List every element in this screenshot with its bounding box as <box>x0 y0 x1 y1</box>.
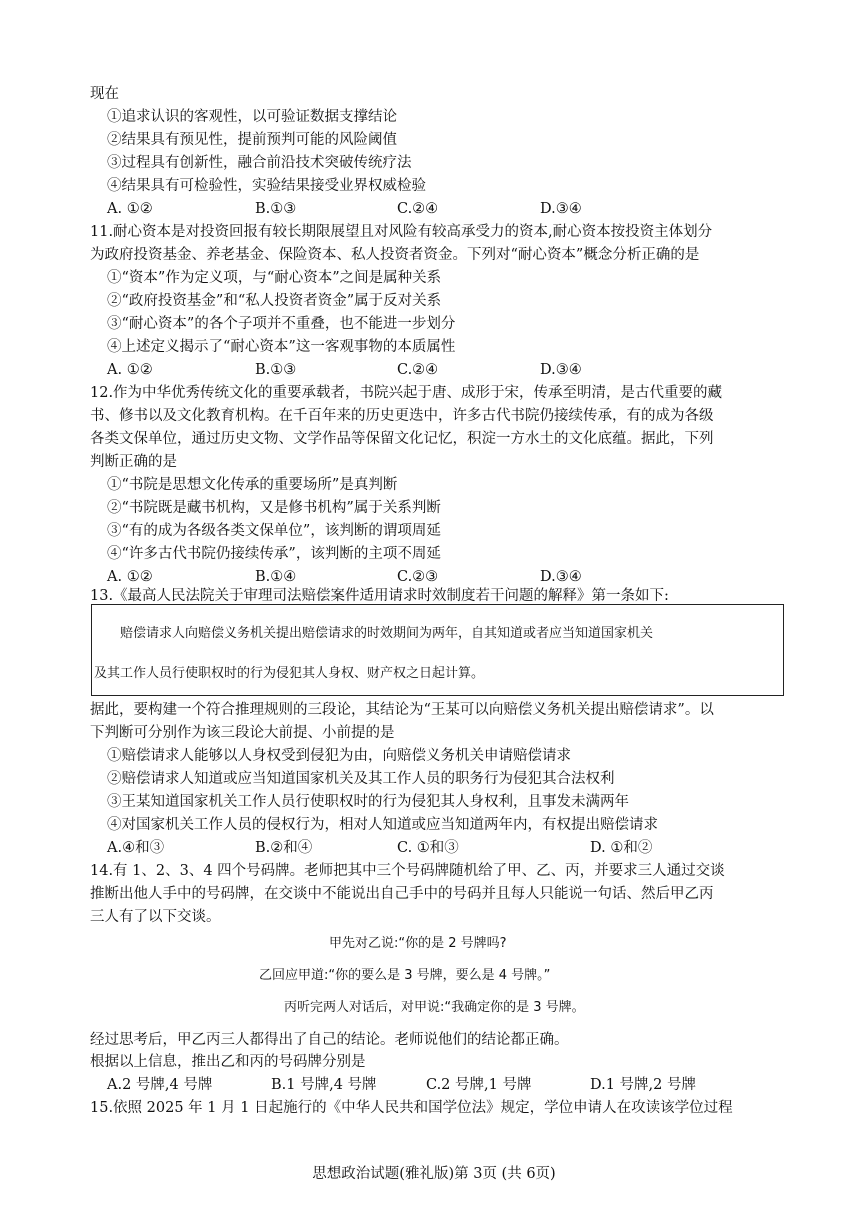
option-d: D.③④ <box>540 569 582 585</box>
option-a: A. ①② <box>107 569 153 585</box>
dialog-line-jia: 甲先对乙说:“你的是 2 号牌吗? <box>329 936 507 951</box>
quote-line: 及其工作人员行使职权时的行为侵犯其人身权、财产权之日起计算。 <box>94 666 485 681</box>
option-d: D.③④ <box>540 362 582 378</box>
option-b: B.①③ <box>255 201 297 217</box>
q14-after: 根据以上信息，推出乙和丙的号码牌分别是 <box>90 1054 366 1070</box>
law-quote-box <box>91 604 784 696</box>
q10-item: ①追求认识的客观性，以可验证数据支撑结论 <box>107 109 397 125</box>
option-d: D.③④ <box>540 201 582 217</box>
q12-stem: 书、修书以及文化教育机构。在千百年来的历史更迭中，许多古代书院仍接续传承，有的成为各级 <box>90 408 714 424</box>
q13-follow: 下判断可分别作为该三段论大前提、小前提的是 <box>90 725 395 741</box>
q11-item: ②“政府投资基金”和“私人投资者资金”属于反对关系 <box>107 293 442 309</box>
option-c: C.②③ <box>397 569 439 585</box>
q13-item: ④对国家机关工作人员的侵权行为，相对人知道或应当知道两年内，有权提出赔偿请求 <box>107 817 658 833</box>
q14-stem: 推断出他人手中的号码牌，在交谈中不能说出自己手中的号码并且每人只能说一句话、然后甲乙丙 <box>90 886 714 902</box>
dialog-line-yi: 乙回应甲道:“你的要么是 3 号牌，要么是 4 号牌。” <box>259 968 551 983</box>
option-b: B.1 号牌,4 号牌 <box>271 1077 377 1093</box>
option-b: B.②和④ <box>255 840 313 856</box>
q12-stem: 12.作为中华优秀传统文化的重要承载者，书院兴起于唐、成形于宋，传承至明清，是古代重要的藏 <box>90 385 723 401</box>
q13-item: ③王某知道国家机关工作人员行使职权时的行为侵犯其人身权利，且事发未满两年 <box>107 794 629 810</box>
q11-stem: 11.耐心资本是对投资回报有较长期限展望且对风险有较高承受力的资本,耐心资本按投资主体划分 <box>90 224 713 240</box>
option-d: D. ①和② <box>590 840 653 856</box>
q10-item: ②结果具有预见性，提前预判可能的风险阈值 <box>107 132 397 148</box>
option-a: A. ①② <box>107 201 153 217</box>
q10-options <box>107 199 807 219</box>
q13-options <box>107 838 807 858</box>
page-footer: 思想政治试题(雅礼版)第 3页 (共 6页) <box>312 1166 556 1182</box>
option-c: C.2 号牌,1 号牌 <box>426 1077 532 1093</box>
option-d: D.1 号牌,2 号牌 <box>590 1077 696 1093</box>
q14-stem: 三人有了以下交谈。 <box>90 909 221 925</box>
q11-stem: 为政府投资基金、养老基金、保险资本、私人投资者资金。下列对“耐心资本”概念分析正确的是 <box>90 247 700 263</box>
q10-item: ③过程具有创新性，融合前沿技术突破传统疗法 <box>107 155 412 171</box>
q11-item: ④上述定义揭示了“耐心资本”这一客观事物的本质属性 <box>107 339 456 355</box>
q14-stem: 14.有 1、2、3、4 四个号码牌。老师把其中三个号码牌随机给了甲、乙、丙，并要求三人通过交谈 <box>90 863 725 879</box>
option-a: A. ①② <box>107 362 153 378</box>
q12-item: ①“书院是思想文化传承的重要场所”是真判断 <box>107 477 398 493</box>
q12-item: ④“许多古代书院仍接续传承”，该判断的主项不周延 <box>107 546 441 562</box>
q13-item: ②赔偿请求人知道或应当知道国家机关及其工作人员的职务行为侵犯其合法权利 <box>107 771 615 787</box>
q15-stem: 15.依照 2025 年 1 月 1 日起施行的《中华人民共和国学位法》规定，学位申请人在攻读该学位过程 <box>90 1100 733 1116</box>
q13-follow: 据此，要构建一个符合推理规则的三段论，其结论为“王某可以向赔偿义务机关提出赔偿请求”。以 <box>90 702 714 718</box>
option-b: B.①③ <box>255 362 297 378</box>
option-c: C. ①和③ <box>397 840 459 856</box>
q12-stem: 各类文保单位，通过历史文物、文学作品等保留文化记忆，积淀一方水土的文化底蕴。据此，下列 <box>90 431 714 447</box>
option-a: A.2 号牌,4 号牌 <box>107 1077 213 1093</box>
q13-item: ①赔偿请求人能够以人身权受到侵犯为由，向赔偿义务机关申请赔偿请求 <box>107 748 571 764</box>
option-a: A.④和③ <box>107 840 165 856</box>
q14-after: 经过思考后，甲乙丙三人都得出了自己的结论。老师说他们的结论都正确。 <box>90 1032 569 1048</box>
q14-options <box>107 1075 807 1095</box>
dialog-line-bing: 丙听完两人对话后，对甲说:“我确定你的是 3 号牌。 <box>284 1000 585 1015</box>
q10-item: ④结果具有可检验性，实验结果接受业界权威检验 <box>107 178 426 194</box>
option-c: C.②④ <box>397 362 439 378</box>
q11-options <box>107 360 807 380</box>
q12-stem: 判断正确的是 <box>90 454 177 470</box>
q11-item: ③“耐心资本”的各个子项并不重叠，也不能进一步划分 <box>107 316 456 332</box>
q13-stem: 13.《最高人民法院关于审理司法赔偿案件适用请求时效制度若干问题的解释》第一条如下: <box>90 588 669 604</box>
q12-item: ②“书院既是藏书机构，又是修书机构”属于关系判断 <box>107 500 441 516</box>
q12-options <box>107 567 807 587</box>
q11-item: ①“资本”作为定义项，与“耐心资本”之间是属种关系 <box>107 270 442 286</box>
option-b: B.①④ <box>255 569 297 585</box>
q10-continuation: 现在 <box>90 86 119 102</box>
option-c: C.②④ <box>397 201 439 217</box>
q12-item: ③“有的成为各级各类文保单位”，该判断的谓项周延 <box>107 523 441 539</box>
quote-line: 赔偿请求人向赔偿义务机关提出赔偿请求的时效期间为两年，自其知道或者应当知道国家机关 <box>120 626 654 641</box>
